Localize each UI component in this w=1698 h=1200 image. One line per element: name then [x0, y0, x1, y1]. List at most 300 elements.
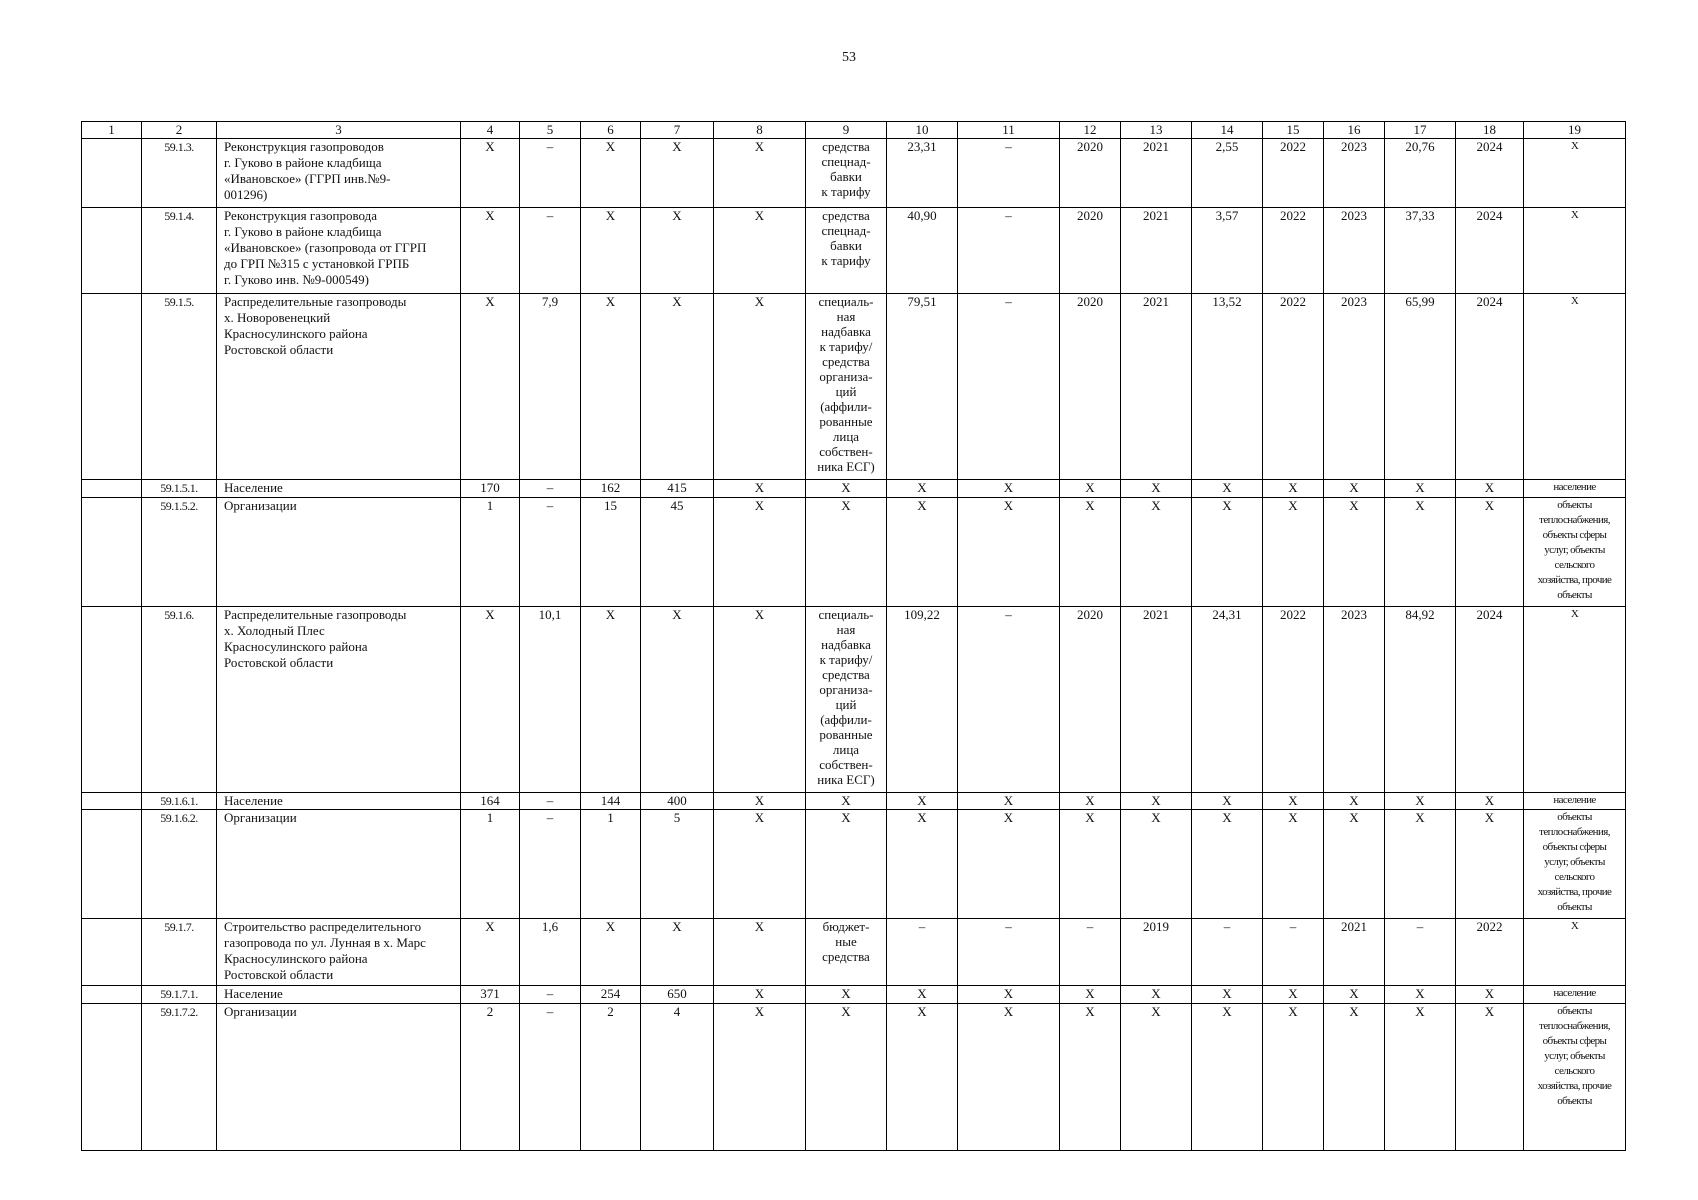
- value-cell: 20,76: [1385, 139, 1456, 208]
- value-cell: 2024: [1456, 293, 1524, 479]
- header-cell: 4: [461, 122, 520, 139]
- page-number: 53: [842, 50, 856, 65]
- table-row: [82, 293, 1626, 479]
- value-cell: 13,52: [1192, 293, 1263, 479]
- value-cell: X: [1192, 1003, 1263, 1150]
- funding-source-line: лица: [832, 741, 860, 757]
- funding-source-line: средства: [822, 139, 870, 155]
- consumer-category-line: население: [1553, 481, 1596, 494]
- value-cell: X: [958, 986, 1060, 1003]
- consumer-category-line: объекты: [1557, 901, 1592, 914]
- header-cell: 18: [1456, 122, 1524, 139]
- value-cell: 2021: [1121, 293, 1192, 479]
- value-cell: X: [1121, 480, 1192, 497]
- value-cell: 2021: [1121, 606, 1192, 792]
- section-cell: [82, 986, 142, 1003]
- item-name: [217, 606, 461, 792]
- item-name-line: «Ивановское» (газопровода от ГГРП: [224, 240, 427, 256]
- funding-source: [806, 208, 887, 293]
- consumer-category-line: теплоснабжения,: [1539, 826, 1610, 839]
- value-cell: 2022: [1263, 606, 1324, 792]
- value-cell: X: [714, 139, 806, 208]
- value-cell: X: [958, 792, 1060, 809]
- item-name-line: Ростовской области: [224, 967, 334, 983]
- funding-source-line: ные: [835, 934, 857, 950]
- item-name: [217, 986, 461, 1003]
- header-cell: 7: [641, 122, 714, 139]
- value-cell: X: [714, 480, 806, 497]
- funding-source: [806, 606, 887, 792]
- item-name: [217, 497, 461, 606]
- value-cell: X: [1324, 792, 1385, 809]
- header-cell: 9: [806, 122, 887, 139]
- value-cell: 650: [641, 986, 714, 1003]
- funding-source-line: лица: [832, 428, 860, 444]
- consumer-category-line: хозяйства, прочие: [1537, 573, 1612, 586]
- funding-source-line: средства: [822, 208, 870, 224]
- value-cell: 2019: [1121, 919, 1192, 986]
- header-cell: 15: [1263, 122, 1324, 139]
- consumer-category-line: X: [1570, 607, 1579, 620]
- item-name-line: Организации: [224, 1003, 297, 1019]
- value-cell: 371: [461, 986, 520, 1003]
- value-cell: X: [1385, 1003, 1456, 1150]
- value-cell: 170: [461, 480, 520, 497]
- funding-source-line: X: [841, 1003, 851, 1019]
- consumer-category-line: хозяйства, прочие: [1537, 1079, 1612, 1092]
- header-cell: 13: [1121, 122, 1192, 139]
- value-cell: 3,57: [1192, 208, 1263, 293]
- consumer-category-line: объекты сферы: [1542, 1034, 1607, 1047]
- item-name-line: Ростовской области: [224, 341, 334, 357]
- value-cell: X: [461, 606, 520, 792]
- header-cell: 3: [217, 122, 461, 139]
- value-cell: X: [714, 606, 806, 792]
- item-name-line: х. Холодный Плес: [224, 622, 325, 638]
- section-cell: [82, 810, 142, 919]
- value-cell: X: [581, 606, 641, 792]
- value-cell: X: [461, 293, 520, 479]
- funding-source-line: ная: [836, 621, 856, 637]
- funding-source-line: спецнад-: [821, 154, 871, 170]
- funding-source-line: X: [841, 497, 851, 513]
- funding-source-line: специаль-: [818, 606, 874, 622]
- item-name-line: г. Гуково инв. №9-000549): [224, 272, 369, 288]
- item-name-line: Организации: [224, 497, 297, 513]
- item-name: [217, 792, 461, 809]
- funding-source-line: рованные: [819, 413, 873, 429]
- value-cell: 2021: [1121, 208, 1192, 293]
- consumer-category-line: сельского: [1554, 1064, 1595, 1077]
- value-cell: X: [1385, 810, 1456, 919]
- header-cell: 12: [1060, 122, 1121, 139]
- value-cell: X: [1192, 497, 1263, 606]
- column-number-row: [82, 122, 1626, 139]
- value-cell: X: [461, 919, 520, 986]
- header-cell: 19: [1524, 122, 1626, 139]
- funding-source: [806, 810, 887, 919]
- funding-source-line: ная: [836, 308, 856, 324]
- value-cell: X: [958, 810, 1060, 919]
- item-name-line: г. Гуково в районе кладбища: [224, 224, 382, 240]
- funding-source-line: средства: [822, 353, 870, 369]
- funding-source-line: ций: [835, 383, 857, 399]
- consumer-category-line: объекты: [1557, 1004, 1592, 1017]
- consumer-category: [1524, 810, 1626, 919]
- header-cell: 1: [82, 122, 142, 139]
- consumer-category-line: объекты сферы: [1542, 841, 1607, 854]
- section-cell: [82, 919, 142, 986]
- value-cell: X: [1060, 792, 1121, 809]
- consumer-category: [1524, 293, 1626, 479]
- value-cell: –: [1192, 919, 1263, 986]
- table-row: [82, 792, 1626, 809]
- item-number: 59.1.7.2.: [142, 1003, 217, 1150]
- item-name: [217, 919, 461, 986]
- value-cell: X: [581, 919, 641, 986]
- item-name-line: до ГРП №315 с установкой ГРПБ: [224, 256, 410, 272]
- consumer-category-line: сельского: [1554, 871, 1595, 884]
- funding-source: [806, 1003, 887, 1150]
- consumer-category: [1524, 208, 1626, 293]
- item-name: [217, 810, 461, 919]
- value-cell: X: [1060, 986, 1121, 1003]
- funding-source-line: рованные: [819, 726, 873, 742]
- consumer-category: [1524, 139, 1626, 208]
- funding-source-line: бавки: [830, 169, 862, 185]
- item-name-line: Красносулинского района: [224, 325, 368, 341]
- value-cell: X: [958, 480, 1060, 497]
- value-cell: 2: [461, 1003, 520, 1150]
- item-name-line: г. Гуково в районе кладбища: [224, 155, 382, 171]
- funding-source-line: к тарифу/: [819, 338, 873, 354]
- header-cell: 17: [1385, 122, 1456, 139]
- item-name-line: Организации: [224, 810, 297, 826]
- value-cell: X: [461, 208, 520, 293]
- consumer-category-line: теплоснабжения,: [1539, 1019, 1610, 1032]
- funding-source: [806, 480, 887, 497]
- value-cell: 10,1: [520, 606, 581, 792]
- value-cell: X: [1192, 792, 1263, 809]
- section-cell: [82, 497, 142, 606]
- value-cell: X: [1263, 792, 1324, 809]
- value-cell: 4: [641, 1003, 714, 1150]
- value-cell: X: [1060, 1003, 1121, 1150]
- funding-source-line: к тарифу/: [819, 651, 873, 667]
- value-cell: X: [1324, 480, 1385, 497]
- value-cell: X: [581, 208, 641, 293]
- funding-source: [806, 293, 887, 479]
- consumer-category-line: объекты: [1557, 588, 1592, 601]
- value-cell: X: [887, 480, 958, 497]
- value-cell: X: [1456, 986, 1524, 1003]
- consumer-category-line: сельского: [1554, 558, 1595, 571]
- value-cell: 2020: [1060, 139, 1121, 208]
- header-cell: 8: [714, 122, 806, 139]
- item-name-line: Реконструкция газопроводов: [224, 139, 384, 155]
- value-cell: 1: [581, 810, 641, 919]
- funding-source: [806, 497, 887, 606]
- value-cell: X: [641, 606, 714, 792]
- value-cell: 2024: [1456, 139, 1524, 208]
- value-cell: X: [1385, 986, 1456, 1003]
- item-name-line: Население: [224, 480, 283, 496]
- header-cell: 11: [958, 122, 1060, 139]
- value-cell: –: [958, 208, 1060, 293]
- section-cell: [82, 139, 142, 208]
- item-name-line: Реконструкция газопровода: [224, 208, 378, 224]
- funding-source-line: ций: [835, 696, 857, 712]
- value-cell: 24,31: [1192, 606, 1263, 792]
- item-name-line: Население: [224, 986, 283, 1002]
- value-cell: X: [1121, 810, 1192, 919]
- value-cell: 7,9: [520, 293, 581, 479]
- value-cell: 164: [461, 792, 520, 809]
- value-cell: X: [714, 986, 806, 1003]
- value-cell: –: [520, 139, 581, 208]
- value-cell: 1: [461, 497, 520, 606]
- header-cell: 2: [142, 122, 217, 139]
- item-name-line: газопровода по ул. Лунная в х. Марс: [224, 935, 426, 951]
- value-cell: X: [1385, 792, 1456, 809]
- consumer-category: [1524, 986, 1626, 1003]
- section-cell: [82, 792, 142, 809]
- funding-source-line: организа-: [819, 681, 873, 697]
- consumer-category-line: объекты: [1557, 811, 1592, 824]
- value-cell: X: [581, 293, 641, 479]
- value-cell: 65,99: [1385, 293, 1456, 479]
- funding-source-line: X: [841, 480, 851, 496]
- value-cell: X: [1324, 986, 1385, 1003]
- table-row: [82, 606, 1626, 792]
- funding-source-line: надбавка: [821, 636, 871, 652]
- section-cell: [82, 606, 142, 792]
- value-cell: –: [520, 497, 581, 606]
- consumer-category-line: население: [1553, 987, 1596, 1000]
- item-name-line: Ростовской области: [224, 654, 334, 670]
- value-cell: X: [887, 1003, 958, 1150]
- funding-source-line: бавки: [830, 238, 862, 254]
- funding-source-line: (аффили-: [820, 711, 872, 727]
- funding-source-line: к тарифу: [821, 253, 871, 269]
- value-cell: X: [887, 497, 958, 606]
- value-cell: X: [1060, 810, 1121, 919]
- value-cell: X: [1121, 792, 1192, 809]
- table-row: [82, 497, 1626, 606]
- value-cell: 1: [461, 810, 520, 919]
- header-cell: 6: [581, 122, 641, 139]
- consumer-category-line: теплоснабжения,: [1539, 513, 1610, 526]
- value-cell: X: [1456, 480, 1524, 497]
- funding-source-line: ника ЕСГ): [817, 458, 875, 474]
- value-cell: 415: [641, 480, 714, 497]
- value-cell: 109,22: [887, 606, 958, 792]
- value-cell: X: [1263, 986, 1324, 1003]
- funding-source: [806, 986, 887, 1003]
- funding-source-line: средства: [822, 666, 870, 682]
- value-cell: 2023: [1324, 208, 1385, 293]
- value-cell: –: [520, 480, 581, 497]
- value-cell: –: [520, 208, 581, 293]
- header-cell: 5: [520, 122, 581, 139]
- value-cell: X: [714, 792, 806, 809]
- value-cell: 2022: [1263, 293, 1324, 479]
- funding-source-line: спецнад-: [821, 223, 871, 239]
- value-cell: X: [1060, 480, 1121, 497]
- consumer-category-line: объекты сферы: [1542, 528, 1607, 541]
- consumer-category-line: объекты: [1557, 498, 1592, 511]
- item-number: 59.1.6.1.: [142, 792, 217, 809]
- consumer-category-line: X: [1570, 209, 1579, 222]
- consumer-category: [1524, 606, 1626, 792]
- item-name-line: 001296): [224, 187, 268, 203]
- funding-source-line: (аффили-: [820, 398, 872, 414]
- header-cell: 14: [1192, 122, 1263, 139]
- value-cell: 400: [641, 792, 714, 809]
- item-name-line: Население: [224, 792, 283, 808]
- consumer-category: [1524, 1003, 1626, 1150]
- value-cell: X: [1263, 480, 1324, 497]
- item-number: 59.1.7.1.: [142, 986, 217, 1003]
- value-cell: X: [714, 497, 806, 606]
- table-row: [82, 919, 1626, 986]
- value-cell: 2,55: [1192, 139, 1263, 208]
- section-cell: [82, 480, 142, 497]
- item-name-line: Распределительные газопроводы: [224, 606, 407, 622]
- consumer-category: [1524, 792, 1626, 809]
- value-cell: –: [520, 810, 581, 919]
- consumer-category-line: объекты: [1557, 1094, 1592, 1107]
- value-cell: 2: [581, 1003, 641, 1150]
- item-number: 59.1.5.2.: [142, 497, 217, 606]
- value-cell: 2023: [1324, 606, 1385, 792]
- value-cell: 2020: [1060, 208, 1121, 293]
- item-name: [217, 293, 461, 479]
- value-cell: 144: [581, 792, 641, 809]
- value-cell: X: [1121, 497, 1192, 606]
- value-cell: 2021: [1121, 139, 1192, 208]
- funding-source-line: к тарифу: [821, 184, 871, 200]
- value-cell: –: [520, 792, 581, 809]
- item-number: 59.1.5.1.: [142, 480, 217, 497]
- value-cell: X: [958, 497, 1060, 606]
- value-cell: 2021: [1324, 919, 1385, 986]
- item-name-line: «Ивановское» (ГГРП инв.№9-: [224, 171, 391, 187]
- funding-source-line: собствен-: [819, 756, 873, 772]
- value-cell: 23,31: [887, 139, 958, 208]
- funding-source-line: специаль-: [818, 293, 874, 309]
- item-number: 59.1.7.: [142, 919, 217, 986]
- consumer-category-line: услуг, объекты: [1544, 856, 1605, 869]
- value-cell: X: [1456, 497, 1524, 606]
- consumer-category-line: X: [1570, 920, 1579, 933]
- value-cell: –: [958, 293, 1060, 479]
- value-cell: 2022: [1263, 139, 1324, 208]
- value-cell: 15: [581, 497, 641, 606]
- funding-source-line: X: [841, 986, 851, 1002]
- table-row: [82, 810, 1626, 919]
- value-cell: 2020: [1060, 293, 1121, 479]
- value-cell: X: [714, 810, 806, 919]
- table-row: [82, 986, 1626, 1003]
- value-cell: –: [958, 606, 1060, 792]
- value-cell: X: [887, 792, 958, 809]
- value-cell: 45: [641, 497, 714, 606]
- item-name: [217, 208, 461, 293]
- value-cell: X: [1385, 480, 1456, 497]
- value-cell: 84,92: [1385, 606, 1456, 792]
- value-cell: 2022: [1456, 919, 1524, 986]
- value-cell: 1,6: [520, 919, 581, 986]
- funding-source-line: X: [841, 792, 851, 808]
- value-cell: X: [714, 919, 806, 986]
- value-cell: X: [887, 810, 958, 919]
- value-cell: X: [1324, 497, 1385, 606]
- value-cell: 162: [581, 480, 641, 497]
- section-cell: [82, 1003, 142, 1150]
- table-row: [82, 208, 1626, 293]
- funding-source: [806, 919, 887, 986]
- table-row: [82, 480, 1626, 497]
- value-cell: X: [1324, 810, 1385, 919]
- value-cell: X: [1263, 810, 1324, 919]
- funding-source-line: средства: [822, 949, 870, 965]
- item-number: 59.1.3.: [142, 139, 217, 208]
- value-cell: X: [958, 1003, 1060, 1150]
- consumer-category-line: население: [1553, 793, 1596, 806]
- value-cell: X: [1456, 1003, 1524, 1150]
- consumer-category-line: услуг, объекты: [1544, 543, 1605, 556]
- item-name-line: Распределительные газопроводы: [224, 293, 407, 309]
- value-cell: X: [1121, 986, 1192, 1003]
- consumer-category: [1524, 919, 1626, 986]
- value-cell: 2023: [1324, 139, 1385, 208]
- value-cell: 254: [581, 986, 641, 1003]
- item-name-line: Красносулинского района: [224, 638, 368, 654]
- item-number: 59.1.4.: [142, 208, 217, 293]
- item-name-line: х. Новоровенецкий: [224, 309, 331, 325]
- item-name-line: Строительство распределительного: [224, 919, 422, 935]
- value-cell: 2023: [1324, 293, 1385, 479]
- value-cell: X: [1192, 986, 1263, 1003]
- item-name: [217, 480, 461, 497]
- value-cell: 2024: [1456, 208, 1524, 293]
- item-number: 59.1.6.2.: [142, 810, 217, 919]
- value-cell: X: [641, 919, 714, 986]
- value-cell: X: [1456, 792, 1524, 809]
- value-cell: –: [520, 1003, 581, 1150]
- value-cell: –: [1060, 919, 1121, 986]
- table-row: [82, 1003, 1626, 1150]
- value-cell: X: [1324, 1003, 1385, 1150]
- value-cell: –: [958, 139, 1060, 208]
- value-cell: X: [1263, 1003, 1324, 1150]
- value-cell: X: [1385, 497, 1456, 606]
- value-cell: X: [1192, 480, 1263, 497]
- value-cell: X: [714, 1003, 806, 1150]
- funding-source-line: ника ЕСГ): [817, 771, 875, 787]
- value-cell: –: [1263, 919, 1324, 986]
- value-cell: –: [520, 986, 581, 1003]
- value-cell: X: [581, 139, 641, 208]
- table-row: [82, 139, 1626, 208]
- value-cell: 40,90: [887, 208, 958, 293]
- value-cell: X: [1456, 810, 1524, 919]
- value-cell: X: [1060, 497, 1121, 606]
- funding-source: [806, 139, 887, 208]
- value-cell: 37,33: [1385, 208, 1456, 293]
- header-cell: 16: [1324, 122, 1385, 139]
